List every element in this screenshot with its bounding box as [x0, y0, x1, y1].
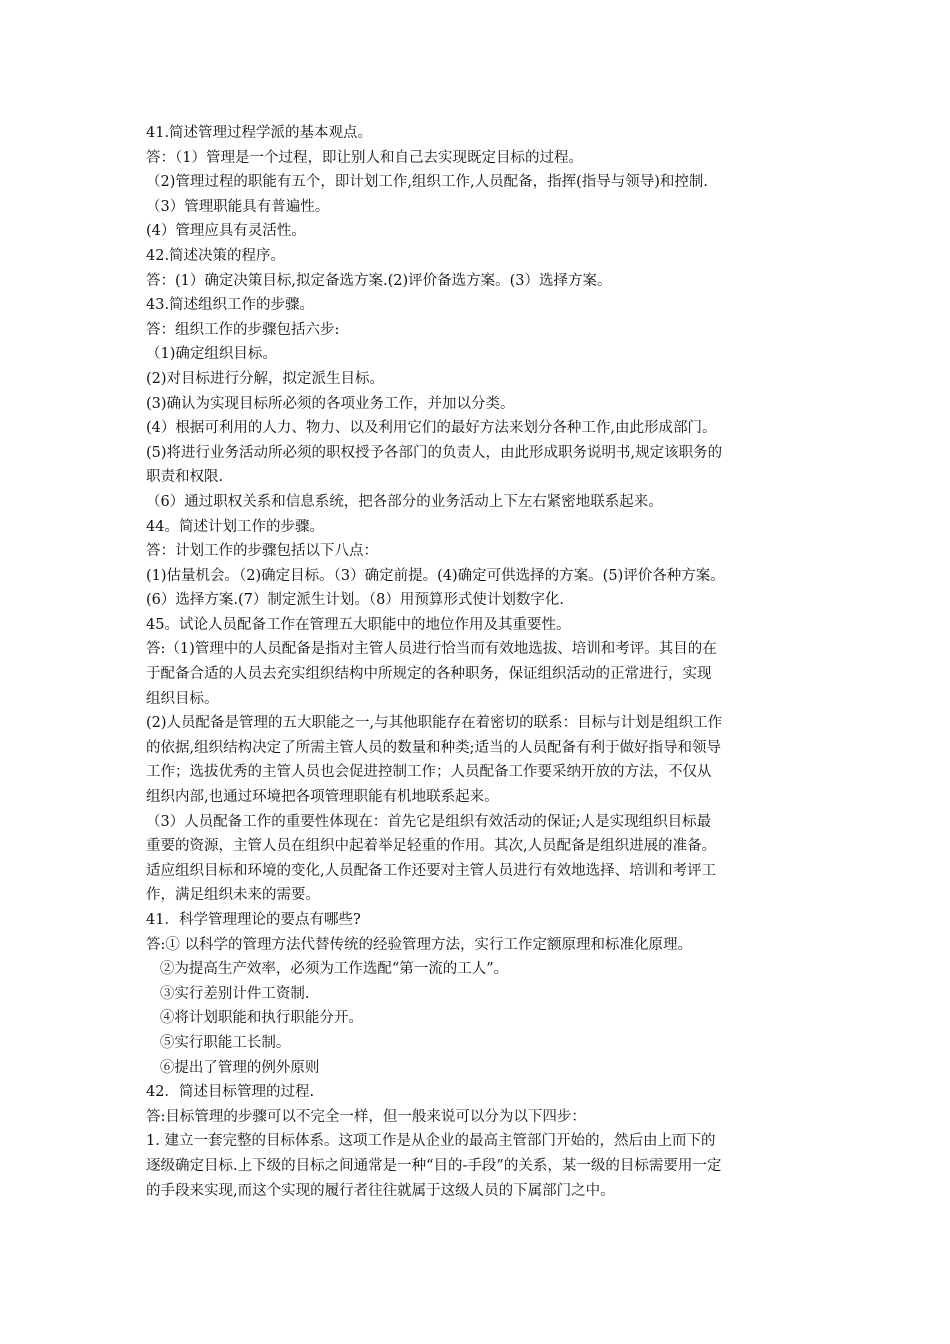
text-line: 44。简述计划工作的步骤。 — [146, 518, 324, 535]
text-line: 逐级确定目标.上下级的目标之间通常是一种“目的-手段”的关系，某一级的目标需要用一定 — [146, 1157, 722, 1174]
text-line: 组织目标。 — [146, 690, 219, 707]
text-line: ②为提高生产效率，必须为工作选配“第一流的工人”。 — [146, 961, 509, 978]
text-line: 职责和权限. — [146, 469, 224, 486]
text-line: 作，满足组织未来的需要。 — [146, 887, 320, 904]
text-line: (2)人员配备是管理的五大职能之一,与其他职能存在着密切的联系：目标与计划是组织工作 — [146, 715, 723, 732]
text-line: ③实行差别计件工资制. — [146, 985, 310, 1002]
text-line: （6）通过职权关系和信息系统，把各部分的业务活动上下左右紧密地联系起来。 — [146, 493, 663, 510]
text-line: 工作；选拔优秀的主管人员也会促进控制工作；人员配备工作要采纳开放的方法，不仅从 — [146, 764, 712, 781]
text-line: 42.简述决策的程序。 — [146, 247, 286, 264]
text-line: ⑤实行职能工长制。 — [146, 1034, 291, 1051]
text-line: (1)估量机会。（2)确定目标。（3）确定前提。(4)确定可供选择的方案。(5)评价各种方案。 — [146, 567, 725, 584]
text-line: 答：组织工作的步骤包括六步: — [146, 321, 340, 338]
text-line: （3）管理职能具有普遍性。 — [146, 198, 330, 215]
text-line: 组织内部,也通过环境把各项管理职能有机地联系起来。 — [146, 789, 499, 806]
text-line: 答：(1）确定决策目标,拟定备选方案.(2)评价备选方案。(3）选择方案。 — [146, 272, 612, 289]
text-line: （3）人员配备工作的重要性体现在：首先它是组织有效活动的保证;人是实现组织目标最 — [146, 813, 712, 830]
text-line: 重要的资源，主管人员在组织中起着举足轻重的作用。其次,人员配备是组织进展的准备。 — [146, 838, 717, 855]
text-line: 43.简述组织工作的步骤。 — [146, 297, 315, 314]
text-line: 答:（1)管理中的人员配备是指对主管人员进行恰当而有效地选拔、培训和考评。其目的在 — [146, 641, 717, 658]
text-line: (3)确认为实现目标所必须的各项业务工作，并加以分类。 — [146, 395, 515, 412]
text-line: (5)将进行业务活动所必须的职权授予各部门的负责人，由此形成职务说明书,规定该职务的 — [146, 444, 723, 461]
text-line: 适应组织目标和环境的变化,人员配备工作还要对主管人员进行有效地选择、培训和考评工 — [146, 862, 717, 879]
text-line: （2)管理过程的职能有五个，即计划工作,组织工作,人员配备，指挥(指导与领导)和控制. — [146, 174, 709, 191]
text-line: 42．简述目标管理的过程. — [146, 1084, 315, 1101]
text-line: 的依据,组织结构决定了所需主管人员的数量和种类;适当的人员配备有利于做好指导和领导 — [146, 739, 721, 756]
text-line: 1. 建立一套完整的目标体系。这项工作是从企业的最高主管部门开始的，然后由上而下的 — [146, 1133, 716, 1150]
text-line: （1)确定组织目标。 — [146, 346, 277, 363]
text-line: ⑥提出了管理的例外原则 — [146, 1059, 320, 1076]
document-body — [146, 121, 836, 1203]
text-line: 于配备合适的人员去充实组织结构中所规定的各种职务，保证组织活动的正常进行，实现 — [146, 666, 712, 683]
text-line: ④将计划职能和执行职能分开。 — [146, 1010, 363, 1027]
text-line: 答:目标管理的步骤可以不完全一样，但一般来说可以分为以下四步： — [146, 1108, 586, 1125]
text-line: (4）根据可利用的人力、物力、以及利用它们的最好方法来划分各种工作,由此形成部门。 — [146, 420, 717, 437]
text-line: 答：（1）管理是一个过程，即让别人和自己去实现既定目标的过程。 — [146, 149, 583, 166]
text-line: (2)对目标进行分解，拟定派生目标。 — [146, 370, 385, 387]
text-line: 的手段来实现,而这个实现的履行者往往就属于这级人员的下属部门之中。 — [146, 1182, 615, 1199]
text-line: 答:① 以科学的管理方法代替传统的经验管理方法，实行工作定额原理和标准化原理。 — [146, 936, 692, 953]
text-line: 答：计划工作的步骤包括以下八点： — [146, 543, 378, 560]
text-line: 41.简述管理过程学派的基本观点。 — [146, 125, 373, 141]
text-line: 45。试论人员配备工作在管理五大职能中的地位作用及其重要性。 — [146, 616, 571, 633]
text-line: (4）管理应具有灵活性。 — [146, 223, 306, 240]
text-line: 41．科学管理理论的要点有哪些? — [146, 912, 361, 928]
text-line: (6）选择方案.(7）制定派生计划。（8）用预算形式使计划数字化. — [146, 592, 564, 609]
